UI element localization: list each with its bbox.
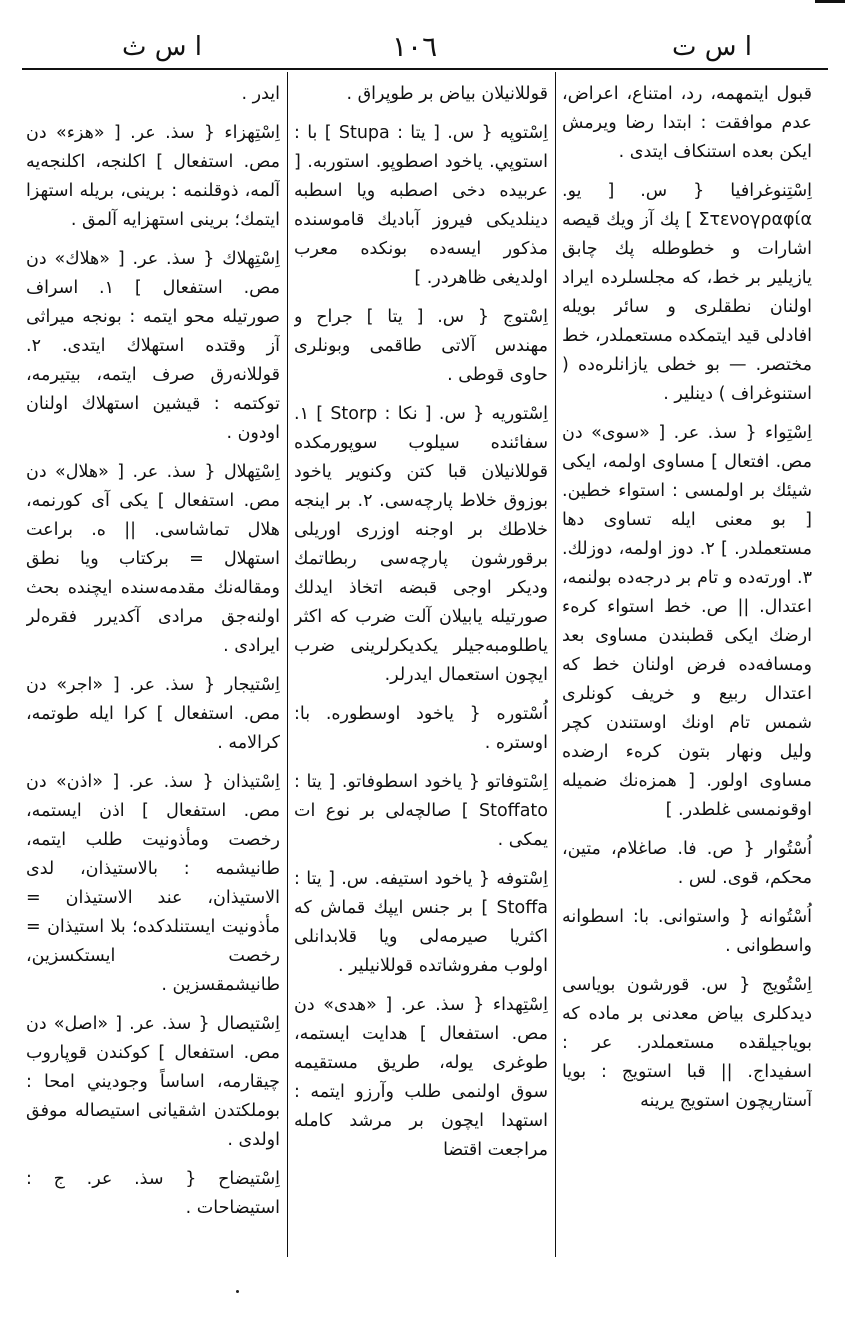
entry-paragraph: ايدر . — [241, 84, 280, 104]
corner-mark — [815, 0, 845, 9]
entry-paragraph: اِسْتيضاح { سذ. عر. ج : استيضاحات . — [26, 1169, 280, 1218]
entry-paragraph: اِسْتِهداء { سذ. عر. [ «هدى» دن مص. استفعال ] هدايت ايستمه، طوغرى يوله، طريق مستقيمه سوق اولنمى طلب وآرزو ايتمه : استهدا ايچون بر مرشد كامله مراجعت اقتضا — [294, 995, 548, 1160]
entry-paragraph: اِسْتِهلاك { سذ. عر. [ «هلاك» دن مص. استفعال ] ١. اسراف صورتيله محو ايتمه : بونجه ميراثى آز وقتده استهلاك ايتدى. ٢. قوللانه‌رق صرف ايتمه، بيتيرمه، توكتمه : قيشين استهلاك اولنان اودون . — [26, 249, 280, 443]
column-divider-left — [287, 72, 288, 1257]
entry-paragraph: اُسْتوره { ياخود اوسطوره. با: اوستره . — [294, 704, 548, 753]
column-right — [562, 80, 812, 1250]
entry-paragraph: اِسْتِهلال { سذ. عر. [ «هلال» دن مص. استفعال ] يكى آى كورنمه، هلال تماشاسى. || ه. براعت استهلال = بركتاب ويا نطق ومقاله‌نك مقدمه‌سنده ايچنده بحث اولنه‌جق مرادى آكديرر فقره‌لر ايرادى . — [26, 462, 280, 656]
entry-paragraph: اِسْتِواء { سذ. عر. [ «سوى» دن مص. افتعال ] مساوى اولمه، ايكى شيئك بر اولمسى : استواء خطين. [ بو معنى ايله تساوى دها مستعملدر. ] ٢. دوز اولمه، دوزلك. ٣. اورته‌ده و تام بر درجه‌ده بولنمه، اعتدال. || ص. خط استواء كره‌ء ارضك ايكى قطبندن مساوى بعد ومسافه‌ده فرض اولنان خط كه اعتدال ربيع و خريف كونلرى شمس تام اونك اوستندن كچر وليل ونهار بتون كره‌ء ارضده مساوى اولور. [ همزه‌نك ضميله اوقونمسى غلطدر. ] — [562, 423, 812, 820]
entry-paragraph: قوللانيلان بياض بر طوپراق . — [346, 84, 548, 104]
column-left — [26, 80, 280, 1250]
entry-paragraph: اِسْتُويج { س. قورشون بوياسى ديدكلرى بياض معدنى بر ماده كه بوياجيلقده مستعملدر. عر : اسفيداج. || قبا استويج : بويا آستاريچون استويج يرينه — [562, 975, 812, 1111]
entry-paragraph: اُسْتُوار { ص. فا. صاغلام، متين، محكم، قوى. لس . — [562, 839, 812, 888]
page-header — [22, 28, 828, 64]
entry-paragraph: اِسْتيجار { سذ. عر. [ «اجر» دن مص. استفعال ] كرا ايله طوتمه، كرالامه . — [26, 675, 280, 753]
entry-paragraph: اِسْتوج { س. [ يتا ] جراح و مهندس آلاتى طاقمى وبونلرى حاوى قوطى . — [294, 307, 548, 385]
entry-paragraph: قبول ايتمهمه، رد، امتناع، اعراض، عدم موافقت : ابتدا رضا ويرمش ايكن بعده استنكاف ايتدى . — [562, 84, 812, 162]
entry-paragraph: اِسْتوفاتو { ياخود اسطوفاتو. [ يتا : Stoffato ] صالچه‌لى بر نوع ات يمكى . — [294, 772, 548, 850]
print-speck — [236, 1290, 239, 1293]
column-divider-right — [555, 72, 556, 1257]
header-left-title: ا س ث — [122, 32, 202, 62]
entry-paragraph: اِسْتيذان { سذ. عر. [ «اذن» دن مص. استفعال ] اذن ايستمه، رخصت ومأذونيت طلب ايتمه، طانيشمه : بالاستيذان، لدى الاستيذان، عند الاستيذان = مأذونيت ايستنلدكده؛ بلا استيذان = رخصت ايستكسزين، طانيشمقسزين . — [26, 772, 280, 995]
entry-paragraph: اِسْتِنوغرافيا { س. [ يو. Στενογραφία ] پك آز ويك قيصه اشارات و خطوطله پك چابق يازيلير بر خط، كه مجلسلرده ايراد اولنان نطقلرى و سائر بويله افادلى قيد ايتمكده مستعملدر، خط مختصر. — بو خطى يازانلره‌ده ( استنوغراف ) دينلير . — [562, 181, 812, 404]
header-right-title: ا س ت — [672, 32, 752, 62]
entry-paragraph: اِسْتوفه { ياخود استيفه. س. [ يتا : Stoffa ] بر جنس ايپك قماش كه اكثريا صيرمه‌لى ويا قلابدانلى اولوب مفروشاتده قوللانيلير . — [294, 869, 548, 976]
entry-paragraph: اِسْتوريه { س. [ نكا : Storp ] ١. سفائنده سيلوب سوپورمكده قوللانيلان قبا كتن وكنوير ياخود بوزوق خلاط پارچه‌سى. ٢. بر اينجه خلاطك بر اوجنه اوزرى اوريلى برقورشون پارچه‌سى ربطاتمك وديكر اوجى قبضه اتخاذ ايدلك صورتيله يابيلان آلت ضرب كه اكثر ياطلومبه‌جيلر يكديكرلرينى ضرب ايچون استعمال ايدرلر. — [294, 404, 548, 685]
entry-paragraph: اِسْتوپه { س. [ يتا : Stupa ] با : استوپي. ياخود اصطوپو. استوربه. [ عربيده دخى اصطبه ويا اسطبه دينلديكى فيروز آباديك قاموسنده مذكور ايسه‌ده بونكده معرب اولديغى ظاهردر. ] — [294, 123, 548, 288]
header-rule — [22, 68, 828, 70]
entry-paragraph: اِسْتيصال { سذ. عر. [ «اصل» دن مص. استفعال ] كوكندن قوپاروب چيقارمه، اساساً وجوديني امحا : بوملكتدن اشقيانى استيصاله موفق اولدى . — [26, 1014, 280, 1150]
column-middle — [294, 80, 548, 1250]
entry-paragraph: اُسْتُوانه { واستوانى. با: اسطوانه واسطوانى . — [562, 907, 812, 956]
page-number: ١٠٦ — [392, 30, 438, 63]
entry-paragraph: اِسْتِهزاء { سذ. عر. [ «هزء» دن مص. استفعال ] اكلنجه، اكلنجه‌يه آلمه، ذوقلنمه : برينى، بريله استهزا ايتمك؛ برينى استهزايه آلمق . — [26, 123, 280, 230]
